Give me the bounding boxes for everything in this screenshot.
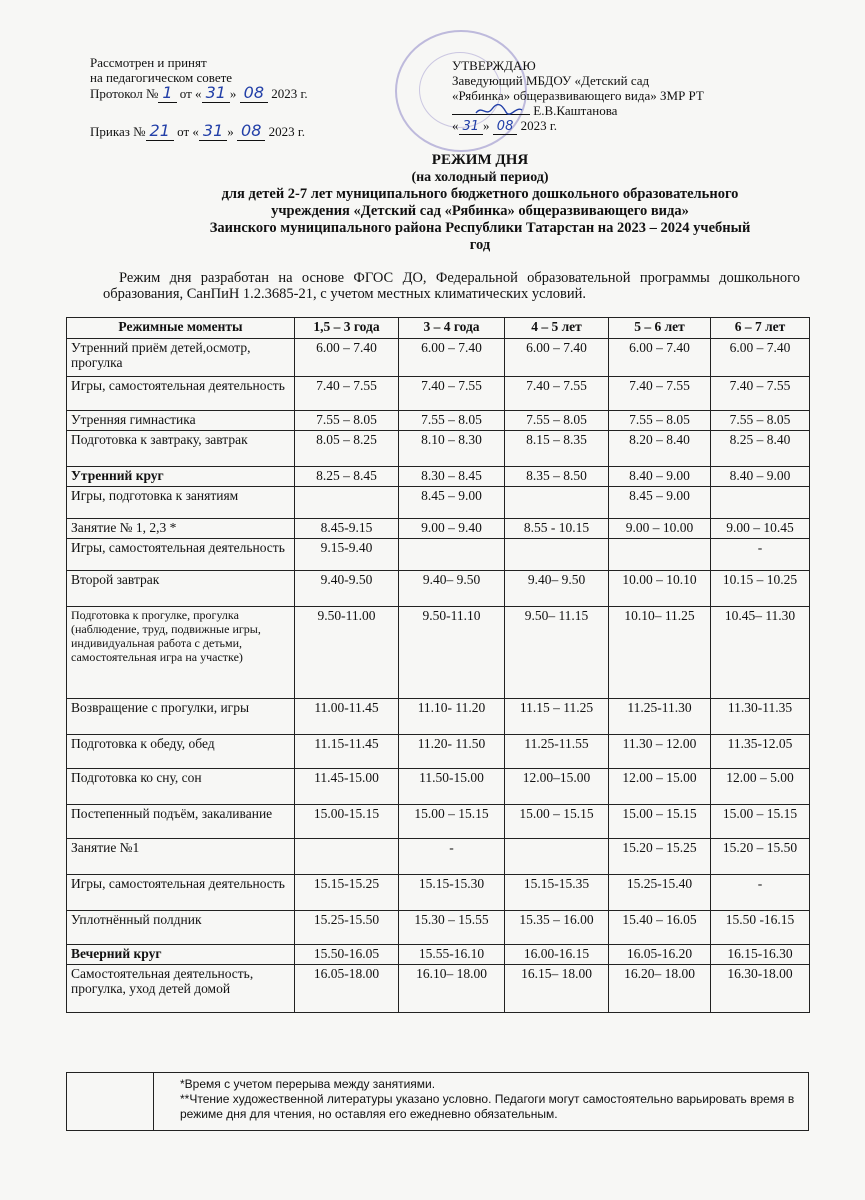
protocol-number: 1 <box>158 83 176 103</box>
table-row <box>67 539 810 571</box>
approve-line3: «Рябинка» общеразвивающего вида» ЗМР РТ <box>452 88 704 103</box>
signature-scribble <box>474 103 524 117</box>
time-cell: 12.00 – 5.00 <box>711 769 810 805</box>
row-label: Второй завтрак <box>67 571 295 607</box>
approve-month: 08 <box>493 119 518 135</box>
table-row <box>67 699 810 735</box>
time-cell: 9.50-11.10 <box>399 607 505 699</box>
time-cell: 16.30-18.00 <box>711 965 810 1013</box>
time-cell: 11.15 – 11.25 <box>505 699 609 735</box>
table-row <box>67 607 810 699</box>
time-cell: 15.50 -16.15 <box>711 911 810 945</box>
schedule-table <box>66 317 810 1013</box>
time-cell: 7.55 – 8.05 <box>711 411 810 431</box>
time-cell: 15.20 – 15.25 <box>609 839 711 875</box>
approve-day: 31 <box>459 119 484 135</box>
order-number: 21 <box>146 121 174 141</box>
table-row <box>67 411 810 431</box>
time-cell: 11.50-15.00 <box>399 769 505 805</box>
time-cell: 8.45 – 9.00 <box>609 487 711 519</box>
time-cell: 9.00 – 10.45 <box>711 519 810 539</box>
approve-title: УТВЕРЖДАЮ <box>452 58 536 73</box>
approve-line2: Заведующий МБДОУ «Детский сад <box>452 73 650 88</box>
time-cell: 7.55 – 8.05 <box>609 411 711 431</box>
time-cell: 6.00 – 7.40 <box>609 339 711 377</box>
time-cell: 11.35-12.05 <box>711 735 810 769</box>
time-cell: 9.00 – 10.00 <box>609 519 711 539</box>
table-row <box>67 965 810 1013</box>
row-label: Игры, самостоятельная деятельность <box>67 377 295 411</box>
approve-date-line: « 31 » 08 2023 г. <box>452 118 557 134</box>
time-cell: 8.25 – 8.45 <box>295 467 399 487</box>
approve-year: 2023 г. <box>520 118 557 133</box>
table-row <box>67 805 810 839</box>
time-cell: 16.05-16.20 <box>609 945 711 965</box>
time-cell: 15.00-15.15 <box>295 805 399 839</box>
time-cell: 11.30 – 12.00 <box>609 735 711 769</box>
time-cell <box>505 487 609 519</box>
time-cell: 16.00-16.15 <box>505 945 609 965</box>
time-cell: 15.35 – 16.00 <box>505 911 609 945</box>
time-cell: 15.00 – 15.15 <box>505 805 609 839</box>
table-row <box>67 945 810 965</box>
protocol-year: 2023 г. <box>271 86 308 101</box>
time-cell: 15.50-16.05 <box>295 945 399 965</box>
column-header: 6 – 7 лет <box>711 318 810 339</box>
column-header: 5 – 6 лет <box>609 318 711 339</box>
table-row <box>67 431 810 467</box>
time-cell: 8.35 – 8.50 <box>505 467 609 487</box>
table-row <box>67 735 810 769</box>
time-cell: 6.00 – 7.40 <box>711 339 810 377</box>
time-cell: 12.00 – 15.00 <box>609 769 711 805</box>
time-cell <box>399 539 505 571</box>
time-cell: 10.00 – 10.10 <box>609 571 711 607</box>
row-label: Игры, подготовка к занятиям <box>67 487 295 519</box>
column-header: 1,5 – 3 года <box>295 318 399 339</box>
order-from: от « <box>177 124 199 139</box>
time-cell: 6.00 – 7.40 <box>295 339 399 377</box>
time-cell: 15.55-16.10 <box>399 945 505 965</box>
time-cell: 8.45-9.15 <box>295 519 399 539</box>
table-row <box>67 339 810 377</box>
table-row <box>67 487 810 519</box>
row-label: Занятие № 1, 2,3 * <box>67 519 295 539</box>
notes-blank-cell <box>67 1073 154 1131</box>
time-cell: 8.55 - 10.15 <box>505 519 609 539</box>
time-cell: - <box>711 875 810 911</box>
time-cell: 11.00-11.45 <box>295 699 399 735</box>
time-cell: 6.00 – 7.40 <box>399 339 505 377</box>
time-cell: 11.45-15.00 <box>295 769 399 805</box>
time-cell: 7.55 – 8.05 <box>295 411 399 431</box>
note-1: *Время с учетом перерыва между занятиями. <box>180 1077 436 1091</box>
time-cell: 9.00 – 9.40 <box>399 519 505 539</box>
note-2: **Чтение художественной литературы указано условно. Педагоги могут самостоятельно варьировать время в режиме дня для чтения, но оставляя его ежедневно обязательным. <box>180 1092 795 1121</box>
intro-paragraph: Режим дня разработан на основе ФГОС ДО, Федеральной образовательной программы дошкольного образования, СанПиН 1.2.3685-21, с учетом местных климатических условий. <box>103 270 800 302</box>
table-row <box>67 769 810 805</box>
time-cell <box>505 539 609 571</box>
time-cell: 8.15 – 8.35 <box>505 431 609 467</box>
time-cell: 8.25 – 8.40 <box>711 431 810 467</box>
time-cell: 11.30-11.35 <box>711 699 810 735</box>
title-main: РЕЖИМ ДНЯ <box>431 152 529 168</box>
order-line: Приказ № 21 от « 31 » 08 2023 г. <box>90 121 305 140</box>
time-cell: 8.05 – 8.25 <box>295 431 399 467</box>
document-title <box>110 152 850 254</box>
row-label: Вечерний круг <box>67 945 295 965</box>
time-cell: 15.15-15.30 <box>399 875 505 911</box>
time-cell: - <box>711 539 810 571</box>
time-cell: 15.40 – 16.05 <box>609 911 711 945</box>
time-cell: 15.00 – 15.15 <box>711 805 810 839</box>
time-cell: 16.15– 18.00 <box>505 965 609 1013</box>
row-label: Занятие №1 <box>67 839 295 875</box>
time-cell: 11.20- 11.50 <box>399 735 505 769</box>
time-cell: 7.55 – 8.05 <box>505 411 609 431</box>
order-day: 31 <box>199 121 227 141</box>
time-cell: 7.40 – 7.55 <box>295 377 399 411</box>
title-line4: год <box>469 237 491 253</box>
protocol-prefix: Протокол № <box>90 86 159 101</box>
time-cell <box>609 539 711 571</box>
time-cell: 9.50– 11.15 <box>505 607 609 699</box>
time-cell: 15.15-15.35 <box>505 875 609 911</box>
table-row <box>67 875 810 911</box>
time-cell: 15.15-15.25 <box>295 875 399 911</box>
director-name: Е.В.Каштанова <box>533 103 618 118</box>
time-cell: 11.25-11.55 <box>505 735 609 769</box>
title-line3: Заинского муниципального района Республики Татарстан на 2023 – 2024 учебный <box>209 220 751 236</box>
protocol-month: 08 <box>240 83 268 103</box>
row-label: Утренний круг <box>67 467 295 487</box>
time-cell: 12.00–15.00 <box>505 769 609 805</box>
time-cell: 8.40 – 9.00 <box>711 467 810 487</box>
time-cell: 9.40-9.50 <box>295 571 399 607</box>
time-cell: 9.40– 9.50 <box>399 571 505 607</box>
row-label: Утренняя гимнастика <box>67 411 295 431</box>
protocol-line: Протокол № 1 от « 31 » 08 2023 г. <box>90 83 308 102</box>
row-label: Игры, самостоятельная деятельность <box>67 875 295 911</box>
time-cell: 11.15-11.45 <box>295 735 399 769</box>
row-label: Возвращение с прогулки, игры <box>67 699 295 735</box>
time-cell: 6.00 – 7.40 <box>505 339 609 377</box>
time-cell: 7.55 – 8.05 <box>399 411 505 431</box>
time-cell: 8.20 – 8.40 <box>609 431 711 467</box>
time-cell: 16.05-18.00 <box>295 965 399 1013</box>
row-label: Уплотнённый полдник <box>67 911 295 945</box>
time-cell: 9.40– 9.50 <box>505 571 609 607</box>
table-row <box>67 911 810 945</box>
row-label: Самостоятельная деятельность, прогулка, уход детей домой <box>67 965 295 1013</box>
time-cell <box>295 839 399 875</box>
time-cell: 15.20 – 15.50 <box>711 839 810 875</box>
title-line1: для детей 2-7 лет муниципального бюджетного дошкольного образовательного <box>221 186 739 202</box>
order-month: 08 <box>237 121 265 141</box>
order-year: 2023 г. <box>268 124 305 139</box>
table-row <box>67 519 810 539</box>
order-prefix: Приказ № <box>90 124 146 139</box>
row-label: Постепенный подъём, закаливание <box>67 805 295 839</box>
time-cell: 9.50-11.00 <box>295 607 399 699</box>
table-row <box>67 377 810 411</box>
approval-right <box>452 58 704 134</box>
approval-left <box>90 55 308 139</box>
title-line2: учреждения «Детский сад «Рябинка» общеразвивающего вида» <box>271 203 689 219</box>
time-cell: 8.30 – 8.45 <box>399 467 505 487</box>
row-label: Подготовка к завтраку, завтрак <box>67 431 295 467</box>
notes-cell <box>154 1073 809 1131</box>
schedule-body <box>67 339 810 1013</box>
approval-line1: Рассмотрен и принят <box>90 55 207 70</box>
row-label: Утренний приём детей,осмотр, прогулка <box>67 339 295 377</box>
table-row <box>67 467 810 487</box>
time-cell: 10.45– 11.30 <box>711 607 810 699</box>
time-cell <box>711 487 810 519</box>
time-cell: - <box>399 839 505 875</box>
time-cell: 7.40 – 7.55 <box>711 377 810 411</box>
table-row <box>67 839 810 875</box>
time-cell: 16.10– 18.00 <box>399 965 505 1013</box>
time-cell: 7.40 – 7.55 <box>399 377 505 411</box>
time-cell: 9.15-9.40 <box>295 539 399 571</box>
time-cell <box>505 839 609 875</box>
time-cell: 10.10– 11.25 <box>609 607 711 699</box>
time-cell: 11.25-11.30 <box>609 699 711 735</box>
row-label: Подготовка к обеду, обед <box>67 735 295 769</box>
time-cell <box>295 487 399 519</box>
protocol-from: от « <box>179 86 202 101</box>
approval-line2: на педагогическом совете <box>90 70 233 85</box>
column-header: 3 – 4 года <box>399 318 505 339</box>
notes-table <box>66 1072 809 1131</box>
time-cell: 8.10 – 8.30 <box>399 431 505 467</box>
time-cell: 15.25-15.40 <box>609 875 711 911</box>
time-cell: 10.15 – 10.25 <box>711 571 810 607</box>
time-cell: 8.40 – 9.00 <box>609 467 711 487</box>
column-header: Режимные моменты <box>67 318 295 339</box>
time-cell: 7.40 – 7.55 <box>609 377 711 411</box>
row-label: Подготовка к прогулке, прогулка (наблюдение, труд, подвижные игры, индивидуальная работа с детьми, самостоятельная игра на участке) <box>67 607 295 699</box>
time-cell: 15.00 – 15.15 <box>399 805 505 839</box>
time-cell: 16.20– 18.00 <box>609 965 711 1013</box>
time-cell: 15.25-15.50 <box>295 911 399 945</box>
table-row <box>67 571 810 607</box>
column-header: 4 – 5 лет <box>505 318 609 339</box>
time-cell: 8.45 – 9.00 <box>399 487 505 519</box>
time-cell: 11.10- 11.20 <box>399 699 505 735</box>
time-cell: 15.30 – 15.55 <box>399 911 505 945</box>
time-cell: 15.00 – 15.15 <box>609 805 711 839</box>
time-cell: 7.40 – 7.55 <box>505 377 609 411</box>
protocol-day: 31 <box>202 83 230 103</box>
row-label: Игры, самостоятельная деятельность <box>67 539 295 571</box>
time-cell: 16.15-16.30 <box>711 945 810 965</box>
row-label: Подготовка ко сну, сон <box>67 769 295 805</box>
table-header-row <box>67 318 810 339</box>
title-period: (на холодный период) <box>411 170 549 185</box>
